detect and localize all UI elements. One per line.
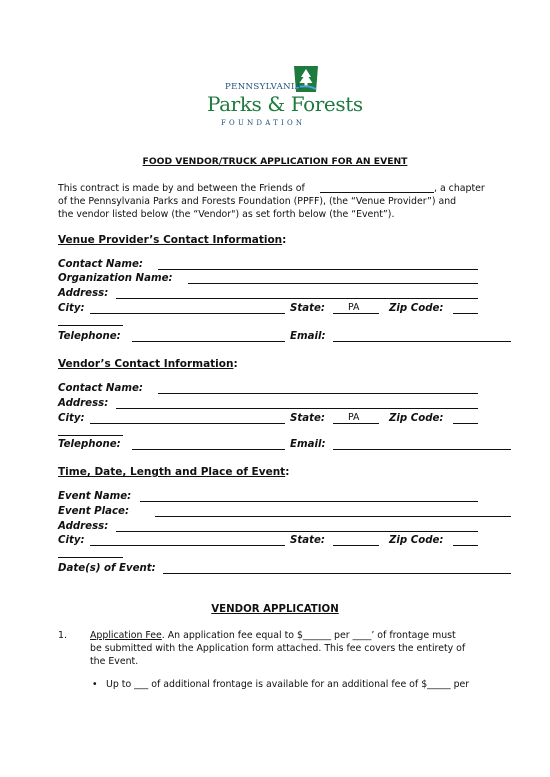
vp-city-field[interactable] <box>90 313 285 314</box>
friends-of-field[interactable] <box>320 192 434 193</box>
vendor-telephone-label: Telephone: <box>58 439 121 450</box>
vendor-contact-name-field[interactable] <box>158 393 478 394</box>
event-zip-field[interactable] <box>453 545 478 546</box>
event-dates-label: Date(s) of Event: <box>58 563 156 574</box>
event-zip-label: Zip Code: <box>389 535 444 546</box>
event-city-field[interactable] <box>90 545 285 546</box>
event-dates-field[interactable] <box>163 573 511 574</box>
document-title: FOOD VENDOR/TRUCK APPLICATION FOR AN EVENT <box>142 156 408 167</box>
vendor-email-field[interactable] <box>333 449 511 450</box>
vendor-state-field[interactable] <box>333 423 379 424</box>
vp-org-name-field[interactable] <box>188 283 478 284</box>
foundation-logo <box>205 64 363 136</box>
event-name-field[interactable] <box>140 501 478 502</box>
vp-org-name-label: Organization Name: <box>58 273 173 284</box>
item-1-number: 1. <box>58 630 67 641</box>
intro-line-2: of the Pennsylvania Parks and Forests Foundation (PPFF), (the “Venue Provider”) and <box>58 196 457 207</box>
vendor-city-field[interactable] <box>90 423 285 424</box>
vendor-state-label: State: <box>290 413 325 424</box>
vp-contact-name-field[interactable] <box>158 269 478 270</box>
vp-contact-name-label: Contact Name: <box>58 259 143 270</box>
event-address-field[interactable] <box>116 531 478 532</box>
vp-address-label: Address: <box>58 288 109 299</box>
vp-telephone-label: Telephone: <box>58 331 121 342</box>
vp-telephone-field[interactable] <box>132 341 285 342</box>
vp-city-label: City: <box>58 303 85 314</box>
intro-line-3: the vendor listed below (the “Vendor") as set forth below (the “Event”). <box>58 209 395 220</box>
bullet-icon: • <box>92 679 98 690</box>
logo-state-text: PENNSYLVANIA <box>225 82 302 92</box>
vp-email-field[interactable] <box>333 341 511 342</box>
vendor-telephone-field[interactable] <box>132 449 285 450</box>
vendor-heading: Vendor’s Contact Information: <box>58 358 238 370</box>
bullet-1-text: Up to ___ of additional frontage is available for an additional fee of $_____ per <box>106 679 470 690</box>
event-address-label: Address: <box>58 521 109 532</box>
vp-zip-label: Zip Code: <box>389 303 444 314</box>
vendor-state-value: PA <box>348 412 360 423</box>
vendor-zip-field[interactable] <box>453 423 478 424</box>
application-fee-title: Application Fee <box>90 630 162 641</box>
vp-state-label: State: <box>290 303 325 314</box>
vp-state-value: PA <box>348 302 360 313</box>
event-zip-field-continued[interactable] <box>58 557 123 558</box>
intro-line-1a: This contract is made by and between the Friends of <box>58 183 305 194</box>
vp-zip-field-continued[interactable] <box>58 325 123 326</box>
venue-provider-heading: Venue Provider’s Contact Information: <box>58 234 287 246</box>
vp-zip-field[interactable] <box>453 313 478 314</box>
vendor-application-heading: VENDOR APPLICATION <box>211 604 339 615</box>
event-name-label: Event Name: <box>58 491 132 502</box>
event-state-label: State: <box>290 535 325 546</box>
event-state-field[interactable] <box>333 545 379 546</box>
vp-state-field[interactable] <box>333 313 379 314</box>
item-1-line-1: Application Fee. An application fee equal to $______ per ____’ of frontage must <box>90 630 456 641</box>
vendor-address-label: Address: <box>58 398 109 409</box>
vp-email-label: Email: <box>290 331 326 342</box>
vendor-email-label: Email: <box>290 439 326 450</box>
vendor-address-field[interactable] <box>116 408 478 409</box>
intro-line-1b: , a chapter <box>434 183 485 194</box>
event-place-field[interactable] <box>155 516 511 517</box>
logo-foundation-text: FOUNDATION <box>221 119 306 127</box>
item-1-line-3: the Event. <box>90 656 139 667</box>
event-heading: Time, Date, Length and Place of Event: <box>58 466 290 478</box>
item-1-line-2: be submitted with the Application form attached. This fee covers the entirety of <box>90 643 466 654</box>
vendor-zip-label: Zip Code: <box>389 413 444 424</box>
event-city-label: City: <box>58 535 85 546</box>
vendor-zip-field-continued[interactable] <box>58 435 123 436</box>
vp-address-field[interactable] <box>116 298 478 299</box>
logo-name-text: Parks & Forests <box>207 92 363 116</box>
event-place-label: Event Place: <box>58 506 130 517</box>
vendor-contact-name-label: Contact Name: <box>58 383 143 394</box>
vendor-city-label: City: <box>58 413 85 424</box>
